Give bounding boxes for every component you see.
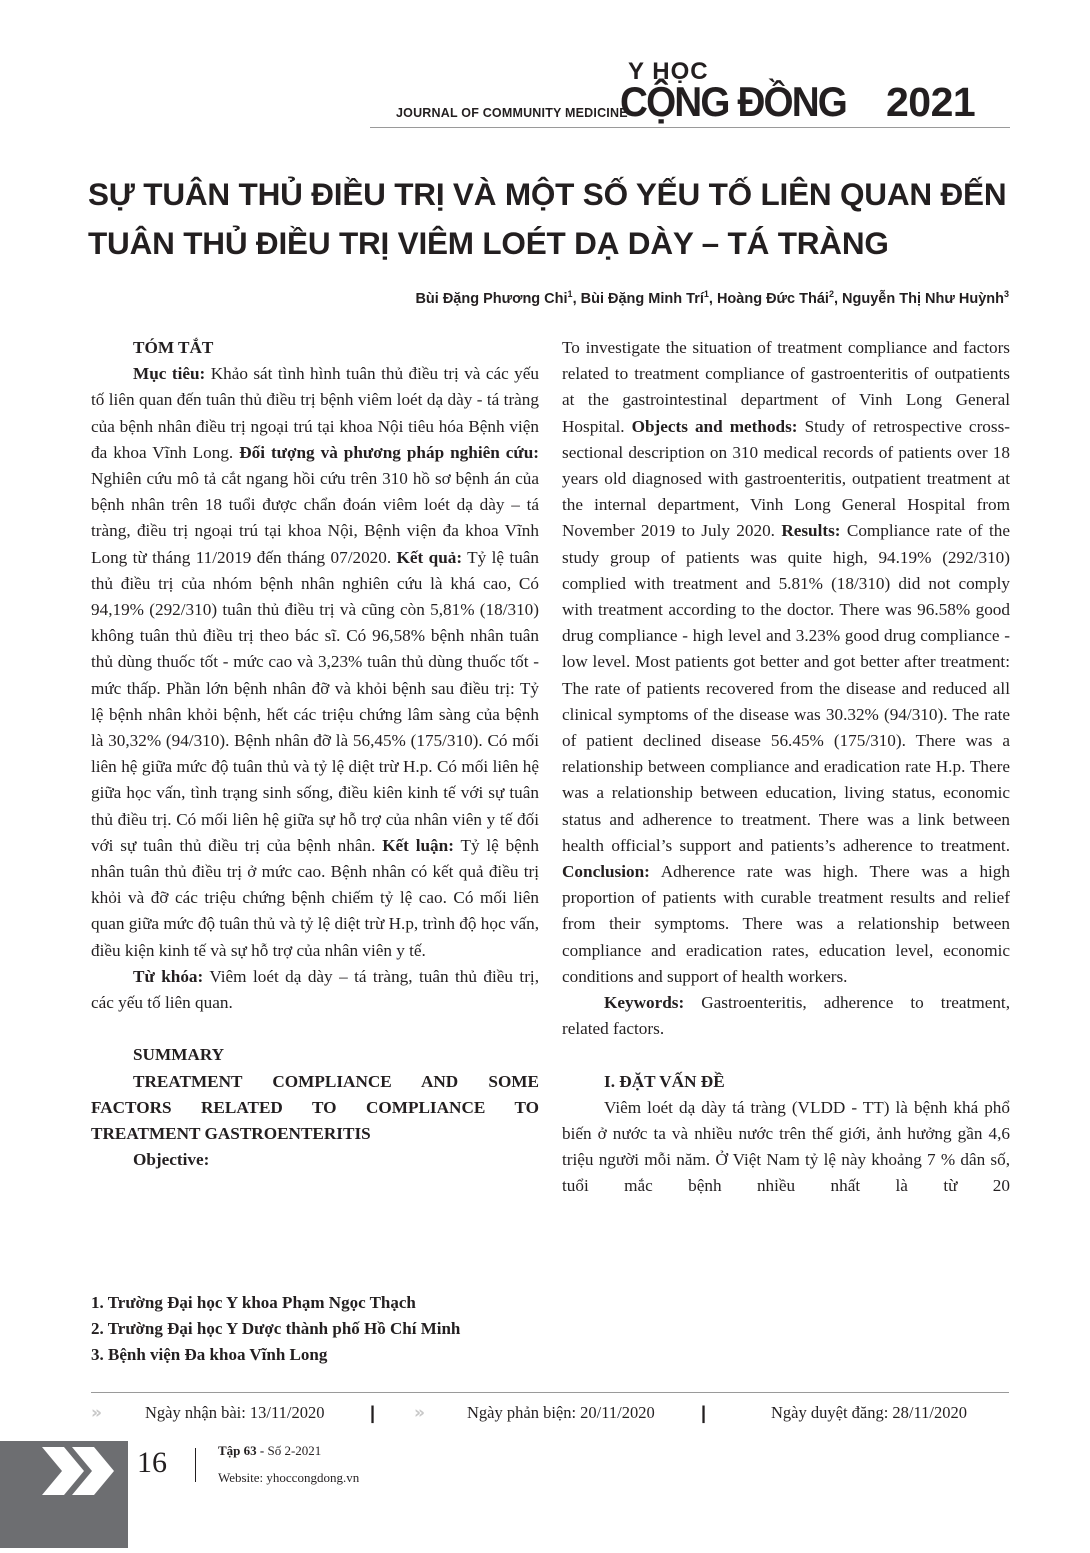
- affiliation-item: 2. Trường Đại học Y Dược thành phố Hồ Chí Minh: [91, 1319, 461, 1338]
- summary-conclusion-text: Adherence rate was high. There was a high proportion of patients with curable treatment results and relief from their symptoms. There was a relationship between compliance and eradication rates, education level, economic conditions and support of health workers.: [562, 862, 1010, 986]
- summary-title-line-1: TREATMENT COMPLIANCE AND SOME: [133, 1071, 539, 1091]
- date-separator: |: [370, 1403, 376, 1423]
- page-number: 16: [137, 1446, 167, 1479]
- reviewed-date: Ngày phản biện: 20/11/2020: [467, 1403, 655, 1422]
- intro-text: Viêm loét dạ dày tá tràng (VLDD - TT) là bệnh khá phổ biến ở nước ta và nhiều nước trên thế giới, ảnh hưởng gần 4,6 triệu người mỗi năm. Ở Việt Nam tỷ lệ này khoảng 7 % dân số, tuổi mắc bệnh nhiều nhất là từ 20: [562, 1097, 1010, 1196]
- title-line-2: TUÂN THỦ ĐIỀU TRỊ VIÊM LOÉT DẠ DÀY – TÁ TRÀNG: [88, 225, 889, 261]
- author-name: Nguyễn Thị Như Huỳnh: [842, 290, 1004, 307]
- received-date-group: [91, 1400, 99, 1426]
- summary-results-label: Results:: [781, 521, 841, 541]
- summary-title-line-2: FACTORS RELATED TO COMPLIANCE TO: [91, 1097, 539, 1117]
- article-title: [88, 170, 1023, 268]
- affiliation-item: 1. Trường Đại học Y khoa Phạm Ngọc Thạch: [91, 1293, 416, 1312]
- double-arrow-icon: [0, 1441, 128, 1548]
- volume-issue: [218, 1443, 321, 1459]
- title-line-1: SỰ TUÂN THỦ ĐIỀU TRỊ VÀ MỘT SỐ YẾU TỐ LIÊN QUAN ĐẾN: [88, 176, 1007, 212]
- page-corner-block: [0, 1441, 128, 1548]
- journal-logo-top: Y HỌC: [628, 58, 709, 85]
- intro-heading: I. ĐẶT VẤN ĐỀ: [604, 1071, 725, 1091]
- affiliations: [91, 1290, 460, 1368]
- keywords-text: Viêm loét dạ dày – tá tràng, tuân thủ điều trị, các yếu tố liên quan.: [91, 966, 539, 1013]
- reviewed-date-group: [414, 1400, 422, 1426]
- left-column: [91, 335, 539, 1173]
- summary-keywords-text: Gastroenteritis, adherence to treatment, related factors.: [562, 993, 1010, 1039]
- author-name: Bùi Đặng Phương Chi: [415, 290, 568, 307]
- abstract-en-body: [562, 335, 1010, 990]
- double-chevron-icon: ››: [91, 1403, 100, 1423]
- footer-rule: [91, 1392, 1009, 1393]
- summary-objective-text: To investigate the situation of treatment compliance and factors related to treatment compliance of gastroenteritis of outpatients at the gastrointestinal department of Vinh Long General Hospital.: [562, 338, 1010, 436]
- abstract-vi-heading: TÓM TẮT: [133, 338, 214, 357]
- summary-objective-label: Objective:: [133, 1150, 210, 1170]
- summary-keywords-label: Keywords:: [604, 993, 685, 1013]
- footer-divider: [195, 1448, 196, 1482]
- methods-text: Nghiên cứu mô tả cắt ngang hồi cứu trên 310 hồ sơ bệnh án của bệnh nhân trên 18 tuổi được chẩn đoán viêm loét dạ dày – tá tràng, điều trị ngoại trú tại khoa Nội, Bệnh viện đa khoa Vĩnh Long từ tháng 11/2019 đến tháng 07/2020.: [91, 469, 539, 567]
- summary-title-line-3: TREATMENT GASTROENTERITIS: [91, 1124, 371, 1144]
- summary-heading: SUMMARY: [133, 1045, 225, 1065]
- author-affiliation-mark: 2: [828, 289, 834, 299]
- summary-methods-text: Study of retrospective cross-sectional description on 310 medical records of patients over 18 years old diagnosed with gastroenteritis, outpatient treatment at the internal department, Vinh Long General Hospital from November 2019 to July 2020.: [562, 416, 1010, 541]
- journal-logo-main: CỘNG ĐỒNG: [620, 78, 847, 125]
- author-name: Hoàng Đức Thái: [716, 290, 829, 307]
- journal-year: 2021: [886, 79, 976, 125]
- date-separator: |: [701, 1403, 707, 1423]
- author-affiliation-mark: 3: [1003, 289, 1009, 299]
- journal-english-name: JOURNAL OF COMMUNITY MEDICINE: [396, 106, 628, 120]
- keywords-label: Từ khóa:: [133, 966, 204, 986]
- conclusion-label: Kết luận:: [382, 835, 454, 855]
- author-affiliation-mark: 1: [703, 289, 709, 299]
- issue-label: Số 2-2021: [264, 1443, 322, 1458]
- accepted-date: Ngày duyệt đăng: 28/11/2020: [771, 1403, 967, 1422]
- summary-results-text: Compliance rate of the study group of patients was quite high, 94.19% (292/310) complied with treatment and 5.81% (18/310) did not comply with treatment according to the doctor. There was 96.58% good drug compliance - high level and 3.23% good drug compliance - low level. Most patients got better and got better after treatment: The rate of patients recovered from the disease and reduced all clinical symptoms of the disease was 30.32% (94/310). The rate of patient declined disease 56.45% (175/310). There was a relationship between compliance and eradication rate H.p. There was a relationship between education, living status, economic status and adherence to treatment. There was a link between health official’s support and patients’s adherence to treatment.: [562, 521, 1010, 855]
- abstract-vi-body: [91, 361, 539, 964]
- right-column: [562, 335, 1010, 1200]
- received-date: Ngày nhận bài: 13/11/2020: [145, 1403, 325, 1422]
- double-chevron-icon: ››: [414, 1403, 423, 1423]
- keywords-vi: [91, 964, 539, 1016]
- author-name: Bùi Đặng Minh Trí: [580, 290, 704, 307]
- summary-methods-label: Objects and methods:: [631, 416, 798, 436]
- objective-label: Mục tiêu:: [133, 364, 206, 384]
- website: Website: yhoccongdong.vn: [218, 1470, 360, 1485]
- affiliation-item: 3. Bệnh viện Đa khoa Vĩnh Long: [91, 1345, 328, 1364]
- summary-objective-start: [91, 1147, 539, 1173]
- keywords-en: [562, 990, 1010, 1042]
- results-label: Kết quả:: [396, 547, 463, 567]
- summary-conclusion-label: Conclusion:: [562, 862, 650, 882]
- objective-text: Khảo sát tình hình tuân thủ điều trị và các yếu tố liên quan đến tuân thủ điều trị bệnh viêm loét dạ dày - tá tràng của bệnh nhân điều trị ngoại trú tại khoa Nội tiêu hóa Bệnh viện đa khoa Vĩnh Long.: [91, 364, 539, 462]
- methods-label: Đối tượng và phương pháp nghiên cứu:: [239, 442, 539, 462]
- header-rule: [370, 127, 1010, 128]
- author-affiliation-mark: 1: [567, 289, 573, 299]
- results-text: Tỷ lệ tuân thủ điều trị của nhóm bệnh nhân nghiên cứu là khá cao, Có 94,19% (292/310) tuân thủ điều trị và cũng còn 5,81% (18/310) không tuân thủ điều trị theo bác sĩ. Có 96,58% bệnh nhân tuân thủ dùng thuốc tốt - mức cao và 3,23% tuân thủ dùng thuốc tốt - mức thấp. Phần lớn bệnh nhân đỡ và khỏi bệnh sau điều trị: Tỷ lệ bệnh nhân khỏi bệnh, hết các triệu chứng lâm sàng của bệnh là 30,32% (94/310). Bệnh nhân đỡ là 56,45% (175/310). Có mối liên hệ giữa mức độ tuân thủ và tỷ lệ diệt trừ H.p. Có mối liên hệ giữa học vấn, tình trạng sinh sống, điều kiên kinh tế với sự tuân thủ điều trị. Có mối liên hệ giữa sự hỗ trợ của nhân viên y tế đối với sự tuân thủ điều trị của bệnh nhân.: [91, 547, 540, 855]
- conclusion-text: Tỷ lệ bệnh nhân tuân thủ điều trị ở mức cao. Bệnh nhân có kết quả điều trị khỏi và đỡ các triệu chứng bệnh chiếm tỷ lệ cao. Có mối liên quan giữa mức độ tuân thủ và tỷ lệ diệt trừ H.p, trình độ học vấn, điều kiện kinh tế và sự hỗ trợ của nhân viên y tế.: [91, 835, 539, 960]
- author-list: Bùi Đặng Phương Chi$^1$, Bùi Đặng Minh Trí$^1$, Hoàng Đức Thái$^2$, Nguyễn Thị Như Huỳnh$^3$: [415, 289, 1009, 307]
- volume-label: Tập 63 -: [218, 1443, 265, 1458]
